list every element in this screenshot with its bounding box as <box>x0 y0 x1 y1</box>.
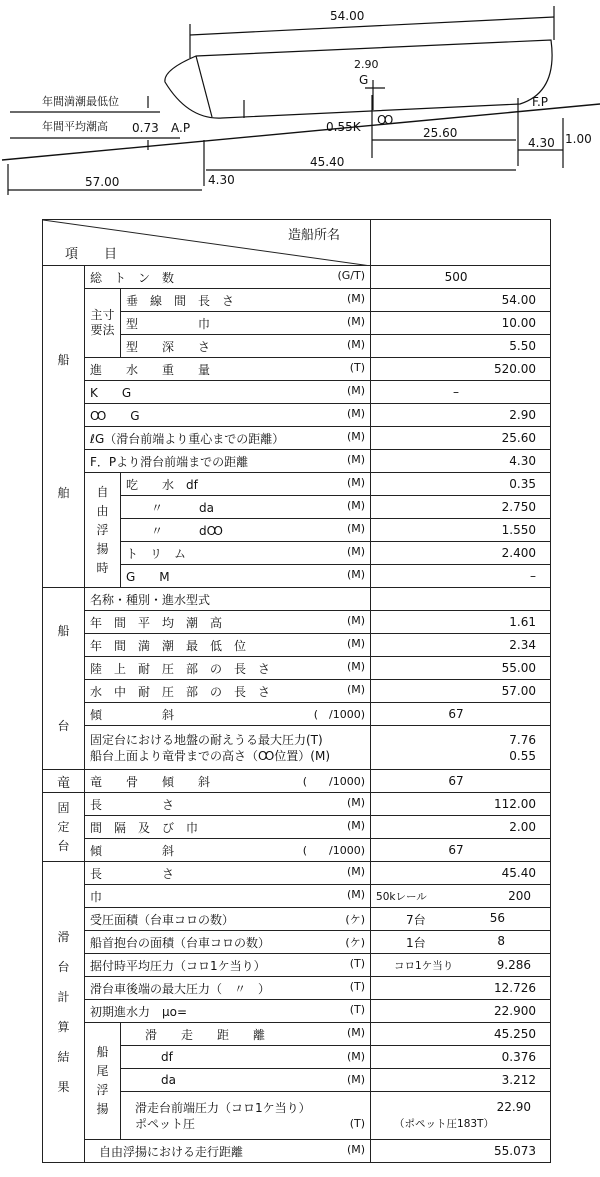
row-slide-length: 滑 台 計 算 結 果 長 さ (M) 45.40 <box>43 862 551 885</box>
row-keel-slope: 竜 竜 骨 傾 斜 ( /1000) 67 <box>43 770 551 793</box>
row-breadth: 型 巾 (M) 10.00 <box>43 312 551 335</box>
keel-depth-label: 0.55K <box>326 120 361 134</box>
row-gt: 船 舶 総 ト ン 数 (G/T) 500 <box>43 266 551 289</box>
row-front-pressure: 滑走台前端圧力（コロ1ケ当り） ポペット圧 (T) 22.90 （ポペット圧183T） <box>43 1092 551 1140</box>
dist-430-right-label: 4.30 <box>528 136 555 150</box>
header-diagonal-cell <box>43 220 371 266</box>
length-overall-label: 54.00 <box>330 9 365 23</box>
row-stern-da: da (M) 3.212 <box>43 1069 551 1092</box>
row-water-length: 水 中 耐 圧 部 の 長 さ (M) 57.00 <box>43 680 551 703</box>
row-stern-df: df (M) 0.376 <box>43 1046 551 1069</box>
row-draft-df: 自 由 浮 揚 時 吃 水 df (M) 0.35 <box>43 473 551 496</box>
row-draft-do: 〃 dꝎ (M) 1.550 <box>43 519 551 542</box>
group-keel: 竜 <box>43 770 85 793</box>
g-offset-label: 2.90 <box>354 58 379 71</box>
row-depth: 型 深 さ (M) 5.50 <box>43 335 551 358</box>
group-main-dims: 主寸 要法 <box>85 289 121 358</box>
row-low-tide: 年 間 満 潮 最 低 位 (M) 2.34 <box>43 634 551 657</box>
row-pressure-area: 受圧面積（台車コロの数） (ケ) 7台 56 <box>43 908 551 931</box>
keel-mark: Ꝏ <box>377 113 394 127</box>
row-fp-distance: F．Pより滑台前端までの距離 (M) 4.30 <box>43 450 551 473</box>
row-og: Ꝏ G (M) 2.90 <box>43 404 551 427</box>
launch-spec-table <box>42 219 551 1163</box>
row-draft-da: 〃 da (M) 2.750 <box>43 496 551 519</box>
group-free-float: 自 由 浮 揚 時 <box>85 473 121 588</box>
row-fixed-slope: 傾 斜 ( /1000) 67 <box>43 839 551 862</box>
dist-430-left-label: 4.30 <box>208 173 235 187</box>
header-value-cell <box>371 220 551 266</box>
fp-label: F.P <box>532 95 549 109</box>
row-free-run: 自由浮揚における走行距離 (M) 55.073 <box>43 1140 551 1163</box>
launching-diagram <box>0 0 600 212</box>
row-slope: 傾 斜 ( /1000) 67 <box>43 703 551 726</box>
row-slide-width: 巾 (M) 50kレール 200 <box>43 885 551 908</box>
g-mark: G <box>359 73 369 87</box>
row-cradle-name: 船 台 名称・種別・進水型式 <box>43 588 551 611</box>
row-gm: G M (M) – <box>43 565 551 588</box>
row-fixed-gap: 間 隔 及 び 巾 (M) 2.00 <box>43 816 551 839</box>
group-stern-float: 船 尾 浮 揚 <box>85 1023 121 1140</box>
row-bow-area: 船首抱台の面積（台車コロの数） (ケ) 1台 8 <box>43 931 551 954</box>
row-launch-weight: 進 水 重 量 (T) 520.00 <box>43 358 551 381</box>
dist-2560-label: 25.60 <box>423 126 458 140</box>
row-mean-tide: 年 間 平 均 潮 高 (M) 1.61 <box>43 611 551 634</box>
hull-stem-line <box>196 56 212 117</box>
group-ship: 船 舶 <box>43 266 85 588</box>
dist-4540-label: 45.40 <box>310 155 345 169</box>
group-sliding: 滑 台 計 算 結 果 <box>43 862 85 1163</box>
row-initial-force: 初期進水力 μo= (T) 22.900 <box>43 1000 551 1023</box>
row-land-length: 陸 上 耐 圧 部 の 長 さ (M) 55.00 <box>43 657 551 680</box>
dist-5700-label: 57.00 <box>85 175 120 189</box>
row-lpp: 主寸 要法 垂 線 間 長 さ (M) 54.00 <box>43 289 551 312</box>
dist-100-label: 1.00 <box>565 132 592 146</box>
ap-label: A.P <box>171 121 191 135</box>
row-lg: ℓG（滑台前端より重心までの距離） (M) 25.60 <box>43 427 551 450</box>
row-max-ground-pressure: 固定台における地盤の耐えうる最大圧力(T) 船台上面より竜骨までの高さ（Ꝏ位置）(M) 7.76 0.55 <box>43 726 551 770</box>
row-kg: K G (M) – <box>43 381 551 404</box>
header-row <box>43 220 551 266</box>
row-mean-pressure: 据付時平均圧力（コロ1ケ当り） (T) コロ1ケ当り 9.286 <box>43 954 551 977</box>
header-item: 項 目 <box>65 247 118 262</box>
group-fixed: 固 定 台 <box>43 793 85 862</box>
header-title: 造船所名 <box>288 228 341 243</box>
mean-tide-label: 年間平均潮高 <box>42 120 108 133</box>
row-max-pressure: 滑台車後端の最大圧力（ 〃 ） (T) 12.726 <box>43 977 551 1000</box>
row-trim: ト リ ム (M) 2.400 <box>43 542 551 565</box>
group-cradle: 船 台 <box>43 588 85 770</box>
row-fixed-length: 固 定 台 長 さ (M) 112.00 <box>43 793 551 816</box>
row-run-distance: 船 尾 浮 揚 滑 走 距 離 (M) 45.250 <box>43 1023 551 1046</box>
mean-tide-value: 0.73 <box>132 121 159 135</box>
lowest-tide-label: 年間満潮最低位 <box>42 95 119 108</box>
